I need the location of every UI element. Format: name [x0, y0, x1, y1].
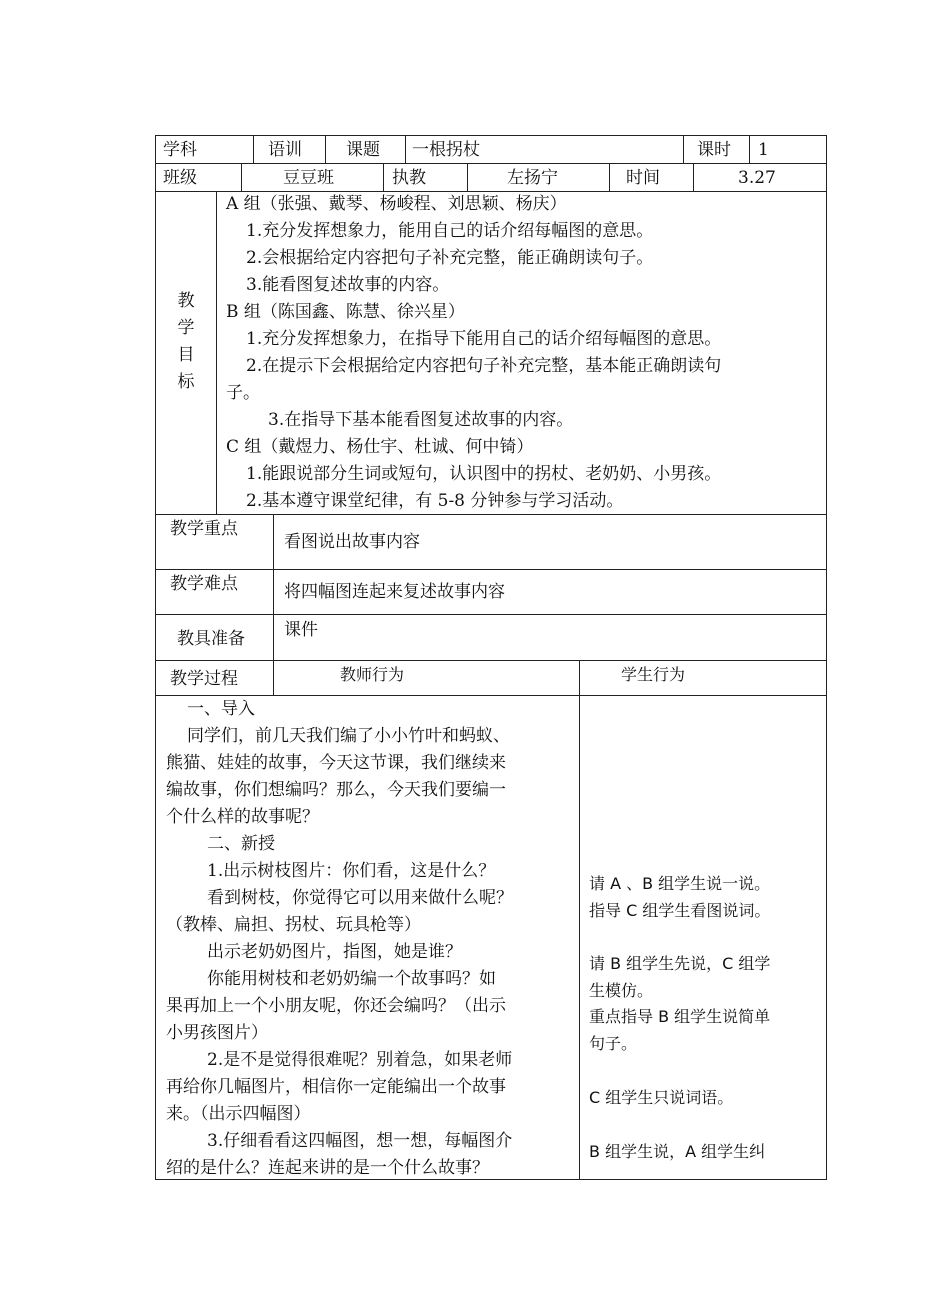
process-label: 教学过程: [170, 669, 238, 689]
tools-label: 教具准备: [177, 629, 245, 649]
teacher-line: 2.是不是觉得很难呢？别着急，如果老师: [207, 1050, 513, 1070]
goals-line: 子。: [226, 383, 260, 403]
student-line: B 组学生说，A 组学生纠: [589, 1142, 766, 1161]
teacher-line: 果再加上一个小朋友呢，你还会编吗？（出示: [166, 996, 506, 1016]
focus-label: 教学重点: [170, 519, 238, 539]
student-line: C 组学生只说词语。: [589, 1088, 734, 1107]
teacher-line: 编故事，你们想编吗？那么，今天我们要编一: [166, 780, 506, 800]
tools-value-cell: [273, 614, 827, 661]
hours-label: 课时: [697, 140, 731, 160]
goals-line: 3.能看图复述故事的内容。: [246, 275, 450, 295]
goals-label-char-2: 学: [177, 318, 195, 338]
goals-line: 1.充分发挥想象力，能用自己的话介绍每幅图的意思。: [246, 221, 654, 241]
teacher-header: 教师行为: [340, 665, 405, 684]
teacher-line: 你能用树枝和老奶奶编一个故事吗？如: [207, 969, 496, 989]
teacher-line: 出示老奶奶图片，指图，她是谁？: [207, 942, 462, 962]
subject-label: 学科: [163, 140, 197, 160]
difficulty-value: 将四幅图连起来复述故事内容: [284, 582, 505, 602]
student-header-cell: [579, 660, 827, 696]
goals-line: C 组（戴煜力、杨仕宇、杜诚、何中锜）: [226, 437, 534, 457]
student-line: 句子。: [589, 1034, 638, 1053]
subject-value: 语训: [268, 140, 302, 160]
goals-line: 2.会根据给定内容把句子补充完整，能正确朗读句子。: [246, 248, 654, 268]
tools-value: 课件: [284, 620, 318, 640]
teacher-line: 来。（出示四幅图）: [166, 1104, 311, 1124]
teacher-line: 看到树枝，你觉得它可以用来做什么呢？: [207, 888, 513, 908]
student-line: 指导 C 组学生看图说词。: [589, 901, 771, 920]
teacher-line: 个什么样的故事呢？: [166, 807, 319, 827]
topic-value: 一根拐杖: [412, 140, 480, 160]
student-line: 重点指导 B 组学生说简单: [589, 1007, 771, 1026]
teacher-value: 左扬宁: [507, 168, 558, 188]
goals-label-char-4: 标: [177, 372, 195, 392]
teacher-line: 同学们，前几天我们编了小小竹叶和蚂蚁、: [187, 726, 510, 746]
goals-line: 1.充分发挥想象力，在指导下能用自己的话介绍每幅图的意思。: [246, 329, 722, 349]
goals-line: 1.能跟说部分生词或短句，认识图中的拐杖、老奶奶、小男孩。: [246, 464, 722, 484]
goals-line: A 组（张强、戴琴、杨峻程、刘思颖、杨庆）: [226, 194, 567, 214]
goals-label-char-3: 目: [177, 345, 195, 365]
time-value: 3.27: [738, 168, 776, 188]
hours-value: 1: [758, 140, 769, 160]
teacher-header-cell: [273, 660, 580, 696]
teacher-line: 1.出示树枝图片：你们看，这是什么？: [207, 861, 496, 881]
teacher-line: 小男孩图片）: [166, 1023, 268, 1043]
time-label: 时间: [626, 168, 660, 188]
student-line: 请 B 组学生先说，C 组学: [589, 954, 771, 973]
goals-line: 2.基本遵守课堂纪律，有 5-8 分钟参与学习活动。: [246, 491, 624, 511]
difficulty-label: 教学难点: [170, 574, 238, 594]
teacher-label: 执教: [392, 168, 426, 188]
teacher-line: 一、导入: [187, 699, 255, 719]
goals-label-char-1: 教: [177, 291, 195, 311]
teacher-line: 二、新授: [207, 834, 275, 854]
class-label: 班级: [163, 168, 197, 188]
student-line: 请 A 、B 组学生说一说。: [589, 874, 771, 893]
teacher-line: 绍的是什么？连起来讲的是一个什么故事？: [166, 1158, 489, 1178]
student-header: 学生行为: [621, 665, 686, 684]
teacher-line: 再给你几幅图片，相信你一定能编出一个故事: [166, 1077, 506, 1097]
focus-value: 看图说出故事内容: [284, 532, 420, 552]
class-value: 豆豆班: [283, 168, 334, 188]
teacher-line: 3.仔细看看这四幅图，想一想，每幅图介: [207, 1131, 513, 1151]
teacher-line: 熊猫、娃娃的故事，今天这节课，我们继续来: [166, 753, 506, 773]
teacher-line: （教棒、扁担、拐杖、玩具枪等）: [166, 915, 421, 935]
goals-line: 3.在指导下基本能看图复述故事的内容。: [268, 410, 574, 430]
goals-line: B 组（陈国鑫、陈慧、徐兴星）: [226, 302, 465, 322]
student-line: 生模仿。: [589, 981, 654, 1000]
topic-label: 课题: [346, 140, 380, 160]
goals-line: 2.在提示下会根据给定内容把句子补充完整，基本能正确朗读句: [246, 356, 722, 376]
